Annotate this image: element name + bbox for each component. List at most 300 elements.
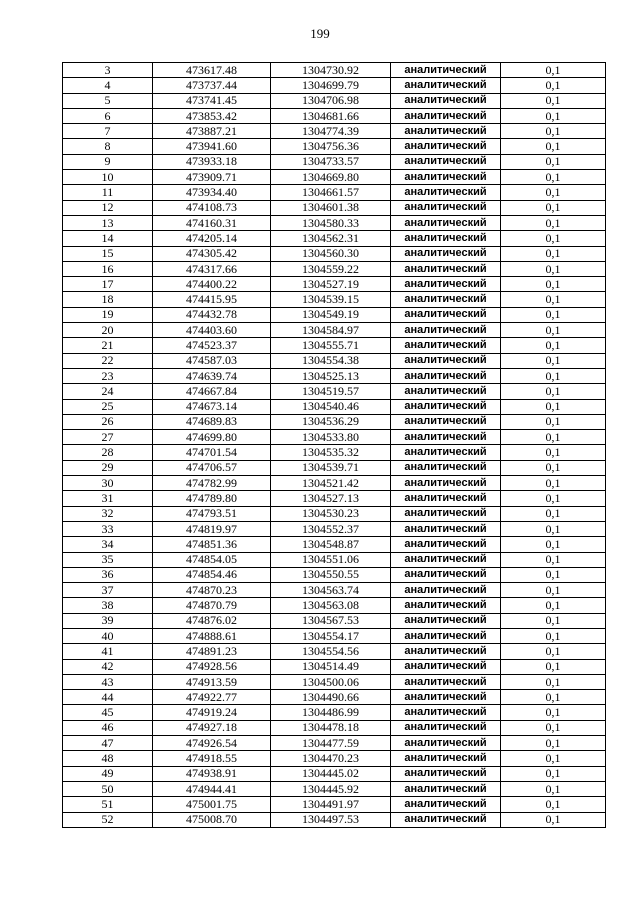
point-number-cell: 27	[63, 430, 153, 445]
accuracy-cell: 0,1	[501, 476, 606, 491]
point-number-cell: 39	[63, 613, 153, 628]
method-cell: аналитический	[391, 583, 501, 598]
table-row	[63, 705, 606, 720]
point-number-cell: 38	[63, 598, 153, 613]
y-coordinate-cell: 1304601.38	[271, 200, 391, 215]
method-cell: аналитический	[391, 613, 501, 628]
method-cell: аналитический	[391, 277, 501, 292]
method-cell: аналитический	[391, 139, 501, 154]
table-row	[63, 185, 606, 200]
x-coordinate-cell: 474400.22	[153, 277, 271, 292]
x-coordinate-cell: 474432.78	[153, 307, 271, 322]
table-row	[63, 246, 606, 261]
page-number: 199	[310, 26, 330, 41]
table-row	[63, 583, 606, 598]
x-coordinate-cell: 473617.48	[153, 63, 271, 78]
x-coordinate-cell: 475008.70	[153, 812, 271, 827]
accuracy-cell: 0,1	[501, 139, 606, 154]
accuracy-cell: 0,1	[501, 246, 606, 261]
x-coordinate-cell: 474854.05	[153, 552, 271, 567]
point-number-cell: 28	[63, 445, 153, 460]
x-coordinate-cell: 474108.73	[153, 200, 271, 215]
accuracy-cell: 0,1	[501, 751, 606, 766]
method-cell: аналитический	[391, 491, 501, 506]
y-coordinate-cell: 1304554.38	[271, 353, 391, 368]
y-coordinate-cell: 1304539.71	[271, 460, 391, 475]
table-row	[63, 491, 606, 506]
method-cell: аналитический	[391, 246, 501, 261]
y-coordinate-cell: 1304554.56	[271, 644, 391, 659]
method-cell: аналитический	[391, 215, 501, 230]
table-row	[63, 108, 606, 123]
y-coordinate-cell: 1304584.97	[271, 323, 391, 338]
y-coordinate-cell: 1304549.19	[271, 307, 391, 322]
accuracy-cell: 0,1	[501, 736, 606, 751]
y-coordinate-cell: 1304535.32	[271, 445, 391, 460]
method-cell: аналитический	[391, 368, 501, 383]
point-number-cell: 13	[63, 215, 153, 230]
x-coordinate-cell: 474639.74	[153, 368, 271, 383]
accuracy-cell: 0,1	[501, 154, 606, 169]
accuracy-cell: 0,1	[501, 812, 606, 827]
point-number-cell: 22	[63, 353, 153, 368]
table-row	[63, 781, 606, 796]
y-coordinate-cell: 1304521.42	[271, 476, 391, 491]
y-coordinate-cell: 1304730.92	[271, 63, 391, 78]
x-coordinate-cell: 474938.91	[153, 766, 271, 781]
x-coordinate-cell: 474403.60	[153, 323, 271, 338]
accuracy-cell: 0,1	[501, 353, 606, 368]
y-coordinate-cell: 1304706.98	[271, 93, 391, 108]
method-cell: аналитический	[391, 537, 501, 552]
table-row	[63, 476, 606, 491]
y-coordinate-cell: 1304552.37	[271, 521, 391, 536]
x-coordinate-cell: 474205.14	[153, 231, 271, 246]
y-coordinate-cell: 1304500.06	[271, 674, 391, 689]
table-row	[63, 170, 606, 185]
method-cell: аналитический	[391, 705, 501, 720]
x-coordinate-cell: 474870.79	[153, 598, 271, 613]
method-cell: аналитический	[391, 460, 501, 475]
point-number-cell: 12	[63, 200, 153, 215]
point-number-cell: 26	[63, 414, 153, 429]
y-coordinate-cell: 1304491.97	[271, 797, 391, 812]
point-number-cell: 40	[63, 628, 153, 643]
x-coordinate-cell: 473853.42	[153, 108, 271, 123]
x-coordinate-cell: 474854.46	[153, 567, 271, 582]
y-coordinate-cell: 1304681.66	[271, 108, 391, 123]
method-cell: аналитический	[391, 766, 501, 781]
x-coordinate-cell: 474926.54	[153, 736, 271, 751]
accuracy-cell: 0,1	[501, 93, 606, 108]
table-row	[63, 690, 606, 705]
y-coordinate-cell: 1304580.33	[271, 215, 391, 230]
point-number-cell: 16	[63, 261, 153, 276]
accuracy-cell: 0,1	[501, 613, 606, 628]
x-coordinate-cell: 473941.60	[153, 139, 271, 154]
accuracy-cell: 0,1	[501, 781, 606, 796]
x-coordinate-cell: 474913.59	[153, 674, 271, 689]
accuracy-cell: 0,1	[501, 720, 606, 735]
point-number-cell: 18	[63, 292, 153, 307]
x-coordinate-cell: 474699.80	[153, 430, 271, 445]
point-number-cell: 8	[63, 139, 153, 154]
y-coordinate-cell: 1304536.29	[271, 414, 391, 429]
x-coordinate-cell: 474415.95	[153, 292, 271, 307]
table-row	[63, 414, 606, 429]
point-number-cell: 31	[63, 491, 153, 506]
method-cell: аналитический	[391, 338, 501, 353]
y-coordinate-cell: 1304533.80	[271, 430, 391, 445]
point-number-cell: 14	[63, 231, 153, 246]
method-cell: аналитический	[391, 628, 501, 643]
accuracy-cell: 0,1	[501, 644, 606, 659]
accuracy-cell: 0,1	[501, 598, 606, 613]
method-cell: аналитический	[391, 78, 501, 93]
table-row	[63, 292, 606, 307]
y-coordinate-cell: 1304525.13	[271, 368, 391, 383]
table-row	[63, 124, 606, 139]
x-coordinate-cell: 474160.31	[153, 215, 271, 230]
point-number-cell: 11	[63, 185, 153, 200]
point-number-cell: 21	[63, 338, 153, 353]
method-cell: аналитический	[391, 736, 501, 751]
table-row	[63, 384, 606, 399]
point-number-cell: 19	[63, 307, 153, 322]
table-row	[63, 78, 606, 93]
point-number-cell: 34	[63, 537, 153, 552]
method-cell: аналитический	[391, 674, 501, 689]
x-coordinate-cell: 474701.54	[153, 445, 271, 460]
table-row	[63, 323, 606, 338]
x-coordinate-cell: 474667.84	[153, 384, 271, 399]
accuracy-cell: 0,1	[501, 307, 606, 322]
method-cell: аналитический	[391, 644, 501, 659]
x-coordinate-cell: 474927.18	[153, 720, 271, 735]
accuracy-cell: 0,1	[501, 215, 606, 230]
table-row	[63, 644, 606, 659]
table-row	[63, 797, 606, 812]
accuracy-cell: 0,1	[501, 108, 606, 123]
point-number-cell: 32	[63, 506, 153, 521]
y-coordinate-cell: 1304563.08	[271, 598, 391, 613]
point-number-cell: 9	[63, 154, 153, 169]
accuracy-cell: 0,1	[501, 124, 606, 139]
table-row	[63, 261, 606, 276]
x-coordinate-cell: 474922.77	[153, 690, 271, 705]
method-cell: аналитический	[391, 93, 501, 108]
table-row	[63, 537, 606, 552]
accuracy-cell: 0,1	[501, 368, 606, 383]
accuracy-cell: 0,1	[501, 63, 606, 78]
y-coordinate-cell: 1304527.19	[271, 277, 391, 292]
point-number-cell: 23	[63, 368, 153, 383]
method-cell: аналитический	[391, 720, 501, 735]
method-cell: аналитический	[391, 414, 501, 429]
method-cell: аналитический	[391, 307, 501, 322]
y-coordinate-cell: 1304554.17	[271, 628, 391, 643]
y-coordinate-cell: 1304550.55	[271, 567, 391, 582]
y-coordinate-cell: 1304527.13	[271, 491, 391, 506]
x-coordinate-cell: 474673.14	[153, 399, 271, 414]
method-cell: аналитический	[391, 261, 501, 276]
y-coordinate-cell: 1304477.59	[271, 736, 391, 751]
y-coordinate-cell: 1304548.87	[271, 537, 391, 552]
table-row	[63, 277, 606, 292]
method-cell: аналитический	[391, 797, 501, 812]
point-number-cell: 44	[63, 690, 153, 705]
point-number-cell: 37	[63, 583, 153, 598]
method-cell: аналитический	[391, 552, 501, 567]
x-coordinate-cell: 474851.36	[153, 537, 271, 552]
method-cell: аналитический	[391, 384, 501, 399]
method-cell: аналитический	[391, 476, 501, 491]
method-cell: аналитический	[391, 399, 501, 414]
method-cell: аналитический	[391, 659, 501, 674]
method-cell: аналитический	[391, 598, 501, 613]
table-row	[63, 307, 606, 322]
accuracy-cell: 0,1	[501, 659, 606, 674]
method-cell: аналитический	[391, 430, 501, 445]
point-number-cell: 48	[63, 751, 153, 766]
y-coordinate-cell: 1304560.30	[271, 246, 391, 261]
method-cell: аналитический	[391, 124, 501, 139]
x-coordinate-cell: 474782.99	[153, 476, 271, 491]
table-row	[63, 674, 606, 689]
point-number-cell: 33	[63, 521, 153, 536]
table-row	[63, 613, 606, 628]
method-cell: аналитический	[391, 231, 501, 246]
accuracy-cell: 0,1	[501, 292, 606, 307]
method-cell: аналитический	[391, 812, 501, 827]
y-coordinate-cell: 1304470.23	[271, 751, 391, 766]
x-coordinate-cell: 474587.03	[153, 353, 271, 368]
y-coordinate-cell: 1304530.23	[271, 506, 391, 521]
y-coordinate-cell: 1304562.31	[271, 231, 391, 246]
accuracy-cell: 0,1	[501, 537, 606, 552]
table-row	[63, 766, 606, 781]
table-row	[63, 338, 606, 353]
y-coordinate-cell: 1304756.36	[271, 139, 391, 154]
table-row	[63, 736, 606, 751]
x-coordinate-cell: 474870.23	[153, 583, 271, 598]
accuracy-cell: 0,1	[501, 399, 606, 414]
x-coordinate-cell: 473934.40	[153, 185, 271, 200]
x-coordinate-cell: 473933.18	[153, 154, 271, 169]
table-row	[63, 506, 606, 521]
table-row	[63, 567, 606, 582]
table-row	[63, 63, 606, 78]
y-coordinate-cell: 1304519.57	[271, 384, 391, 399]
x-coordinate-cell: 474888.61	[153, 628, 271, 643]
y-coordinate-cell: 1304497.53	[271, 812, 391, 827]
accuracy-cell: 0,1	[501, 277, 606, 292]
table-row	[63, 399, 606, 414]
table-row	[63, 200, 606, 215]
x-coordinate-cell: 474305.42	[153, 246, 271, 261]
table-row	[63, 751, 606, 766]
accuracy-cell: 0,1	[501, 674, 606, 689]
table-row	[63, 720, 606, 735]
y-coordinate-cell: 1304540.46	[271, 399, 391, 414]
point-number-cell: 49	[63, 766, 153, 781]
y-coordinate-cell: 1304514.49	[271, 659, 391, 674]
coordinates-table	[62, 62, 606, 828]
table-row	[63, 552, 606, 567]
accuracy-cell: 0,1	[501, 552, 606, 567]
accuracy-cell: 0,1	[501, 323, 606, 338]
y-coordinate-cell: 1304563.74	[271, 583, 391, 598]
accuracy-cell: 0,1	[501, 384, 606, 399]
point-number-cell: 10	[63, 170, 153, 185]
x-coordinate-cell: 474918.55	[153, 751, 271, 766]
method-cell: аналитический	[391, 108, 501, 123]
accuracy-cell: 0,1	[501, 200, 606, 215]
y-coordinate-cell: 1304567.53	[271, 613, 391, 628]
table-row	[63, 521, 606, 536]
x-coordinate-cell: 474891.23	[153, 644, 271, 659]
point-number-cell: 42	[63, 659, 153, 674]
method-cell: аналитический	[391, 506, 501, 521]
y-coordinate-cell: 1304486.99	[271, 705, 391, 720]
method-cell: аналитический	[391, 521, 501, 536]
accuracy-cell: 0,1	[501, 628, 606, 643]
table-row	[63, 460, 606, 475]
point-number-cell: 15	[63, 246, 153, 261]
table-row	[63, 368, 606, 383]
x-coordinate-cell: 474876.02	[153, 613, 271, 628]
x-coordinate-cell: 474523.37	[153, 338, 271, 353]
coordinates-table-body	[63, 63, 606, 828]
y-coordinate-cell: 1304478.18	[271, 720, 391, 735]
x-coordinate-cell: 473741.45	[153, 93, 271, 108]
accuracy-cell: 0,1	[501, 445, 606, 460]
y-coordinate-cell: 1304699.79	[271, 78, 391, 93]
table-row	[63, 353, 606, 368]
table-row	[63, 231, 606, 246]
table-row	[63, 93, 606, 108]
point-number-cell: 50	[63, 781, 153, 796]
table-row	[63, 445, 606, 460]
accuracy-cell: 0,1	[501, 78, 606, 93]
method-cell: аналитический	[391, 751, 501, 766]
y-coordinate-cell: 1304445.92	[271, 781, 391, 796]
y-coordinate-cell: 1304539.15	[271, 292, 391, 307]
method-cell: аналитический	[391, 292, 501, 307]
x-coordinate-cell: 474819.97	[153, 521, 271, 536]
point-number-cell: 17	[63, 277, 153, 292]
y-coordinate-cell: 1304490.66	[271, 690, 391, 705]
accuracy-cell: 0,1	[501, 705, 606, 720]
accuracy-cell: 0,1	[501, 583, 606, 598]
x-coordinate-cell: 474689.83	[153, 414, 271, 429]
point-number-cell: 43	[63, 674, 153, 689]
point-number-cell: 24	[63, 384, 153, 399]
y-coordinate-cell: 1304551.06	[271, 552, 391, 567]
table-row	[63, 812, 606, 827]
y-coordinate-cell: 1304559.22	[271, 261, 391, 276]
method-cell: аналитический	[391, 781, 501, 796]
method-cell: аналитический	[391, 445, 501, 460]
method-cell: аналитический	[391, 185, 501, 200]
point-number-cell: 41	[63, 644, 153, 659]
x-coordinate-cell: 474793.51	[153, 506, 271, 521]
point-number-cell: 51	[63, 797, 153, 812]
x-coordinate-cell: 474706.57	[153, 460, 271, 475]
accuracy-cell: 0,1	[501, 261, 606, 276]
point-number-cell: 20	[63, 323, 153, 338]
accuracy-cell: 0,1	[501, 567, 606, 582]
y-coordinate-cell: 1304733.57	[271, 154, 391, 169]
accuracy-cell: 0,1	[501, 231, 606, 246]
accuracy-cell: 0,1	[501, 491, 606, 506]
x-coordinate-cell: 473887.21	[153, 124, 271, 139]
method-cell: аналитический	[391, 690, 501, 705]
point-number-cell: 36	[63, 567, 153, 582]
accuracy-cell: 0,1	[501, 430, 606, 445]
x-coordinate-cell: 474919.24	[153, 705, 271, 720]
point-number-cell: 52	[63, 812, 153, 827]
x-coordinate-cell: 474944.41	[153, 781, 271, 796]
point-number-cell: 47	[63, 736, 153, 751]
method-cell: аналитический	[391, 323, 501, 338]
y-coordinate-cell: 1304445.02	[271, 766, 391, 781]
point-number-cell: 7	[63, 124, 153, 139]
x-coordinate-cell: 474317.66	[153, 261, 271, 276]
method-cell: аналитический	[391, 353, 501, 368]
point-number-cell: 5	[63, 93, 153, 108]
x-coordinate-cell: 474928.56	[153, 659, 271, 674]
accuracy-cell: 0,1	[501, 460, 606, 475]
table-row	[63, 628, 606, 643]
table-row	[63, 154, 606, 169]
accuracy-cell: 0,1	[501, 170, 606, 185]
accuracy-cell: 0,1	[501, 521, 606, 536]
table-row	[63, 598, 606, 613]
table-row	[63, 139, 606, 154]
point-number-cell: 46	[63, 720, 153, 735]
y-coordinate-cell: 1304661.57	[271, 185, 391, 200]
point-number-cell: 6	[63, 108, 153, 123]
y-coordinate-cell: 1304669.80	[271, 170, 391, 185]
point-number-cell: 25	[63, 399, 153, 414]
accuracy-cell: 0,1	[501, 690, 606, 705]
y-coordinate-cell: 1304555.71	[271, 338, 391, 353]
x-coordinate-cell: 475001.75	[153, 797, 271, 812]
method-cell: аналитический	[391, 567, 501, 582]
method-cell: аналитический	[391, 200, 501, 215]
x-coordinate-cell: 473909.71	[153, 170, 271, 185]
point-number-cell: 3	[63, 63, 153, 78]
accuracy-cell: 0,1	[501, 506, 606, 521]
method-cell: аналитический	[391, 154, 501, 169]
x-coordinate-cell: 474789.80	[153, 491, 271, 506]
point-number-cell: 45	[63, 705, 153, 720]
table-row	[63, 430, 606, 445]
point-number-cell: 4	[63, 78, 153, 93]
accuracy-cell: 0,1	[501, 414, 606, 429]
accuracy-cell: 0,1	[501, 766, 606, 781]
x-coordinate-cell: 473737.44	[153, 78, 271, 93]
accuracy-cell: 0,1	[501, 797, 606, 812]
table-row	[63, 215, 606, 230]
accuracy-cell: 0,1	[501, 338, 606, 353]
method-cell: аналитический	[391, 63, 501, 78]
method-cell: аналитический	[391, 170, 501, 185]
point-number-cell: 29	[63, 460, 153, 475]
table-row	[63, 659, 606, 674]
point-number-cell: 35	[63, 552, 153, 567]
